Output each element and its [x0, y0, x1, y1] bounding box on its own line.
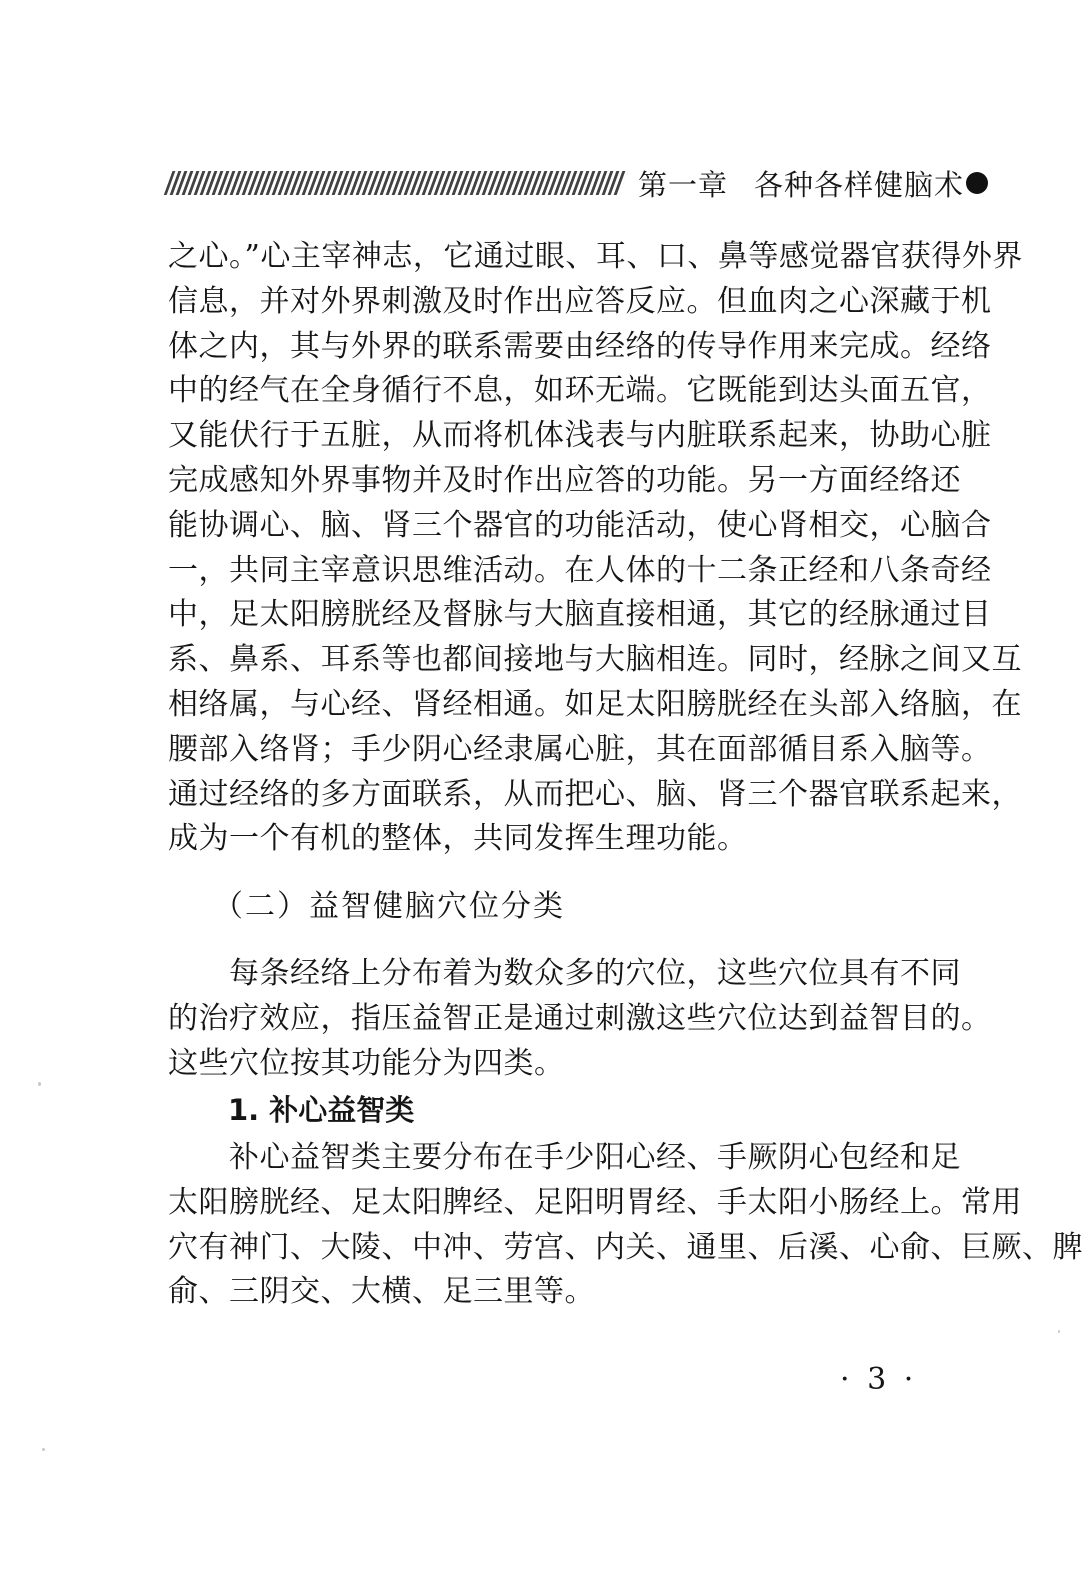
text-line: 穴有神门、大陵、中冲、劳宫、内关、通里、后溪、心俞、巨厥、脾 — [168, 1229, 1083, 1265]
paragraph-acupoint-intro — [168, 952, 992, 1086]
text-line: 通过经络的多方面联系，从而把心、脑、肾三个器官联系起来， — [168, 776, 1022, 812]
text-line: 完成感知外界事物并及时作出应答的功能。另一方面经络还 — [168, 462, 961, 498]
subsection-heading: 1. 补心益智类 — [228, 1093, 415, 1127]
text-line: 体之内，其与外界的联系需要由经络的传导作用来完成。经络 — [168, 328, 992, 364]
text-line: 又能伏行于五脏，从而将机体浅表与内脏联系起来，协助心脏 — [168, 418, 992, 454]
text-line: 中的经气在全身循行不息，如环无端。它既能到达头面五官， — [168, 373, 992, 409]
text-line: 之心。”心主宰神志，它通过眼、耳、口、鼻等感觉器官获得外界 — [168, 239, 1023, 274]
section-heading: （二）益智健脑穴位分类 — [213, 889, 565, 924]
chapter-label: 第一章 — [638, 167, 729, 202]
text-line: 一，共同主宰意识思维活动。在人体的十二条正经和八条奇经 — [168, 552, 992, 588]
chapter-title: 各种各样健脑术 — [754, 167, 965, 202]
text-line: 能协调心、脑、肾三个器官的功能活动，使心肾相交，心脑合 — [168, 507, 992, 543]
text-line: 信息，并对外界刺激及时作出应答反应。但血肉之心深藏于机 — [168, 283, 992, 319]
text-line: 俞、三阴交、大横、足三里等。 — [168, 1274, 595, 1310]
text-line: 这些穴位按其功能分为四类。 — [168, 1045, 565, 1081]
text-line: 系、鼻系、耳系等也都间接地与大脑相连。同时，经脉之间又互 — [168, 642, 1022, 678]
filled-circle-icon — [966, 172, 988, 194]
text-line: 成为一个有机的整体，共同发挥生理功能。 — [168, 821, 748, 857]
text-line: 补心益智类主要分布在手少阳心经、手厥阴心包经和足 — [168, 1140, 961, 1175]
paragraph-meridian-connection — [168, 235, 1023, 862]
text-line: 每条经络上分布着为数众多的穴位，这些穴位具有不同 — [168, 956, 961, 991]
text-line: 的治疗效应，指压益智正是通过刺激这些穴位达到益智目的。 — [168, 1000, 992, 1036]
scan-speck — [1058, 1330, 1060, 1333]
text-line: 腰部入络肾；手少阴心经隶属心脏，其在面部循目系入脑等。 — [168, 731, 992, 767]
text-line: 相络属，与心经、肾经相通。如足太阳膀胱经在头部入络脑，在 — [168, 686, 1022, 722]
running-header — [168, 163, 965, 203]
header-decorative-rule — [164, 171, 629, 195]
page-number: · 3 · — [840, 1362, 918, 1397]
text-line: 中，足太阳膀胱经及督脉与大脑直接相通，其它的经脉通过目 — [168, 597, 992, 633]
scan-speck — [38, 1082, 41, 1086]
paragraph-heart-points — [168, 1136, 1083, 1315]
text-line: 太阳膀胱经、足太阳脾经、足阳明胃经、手太阳小肠经上。常用 — [168, 1184, 1022, 1220]
scan-speck — [42, 1448, 45, 1451]
